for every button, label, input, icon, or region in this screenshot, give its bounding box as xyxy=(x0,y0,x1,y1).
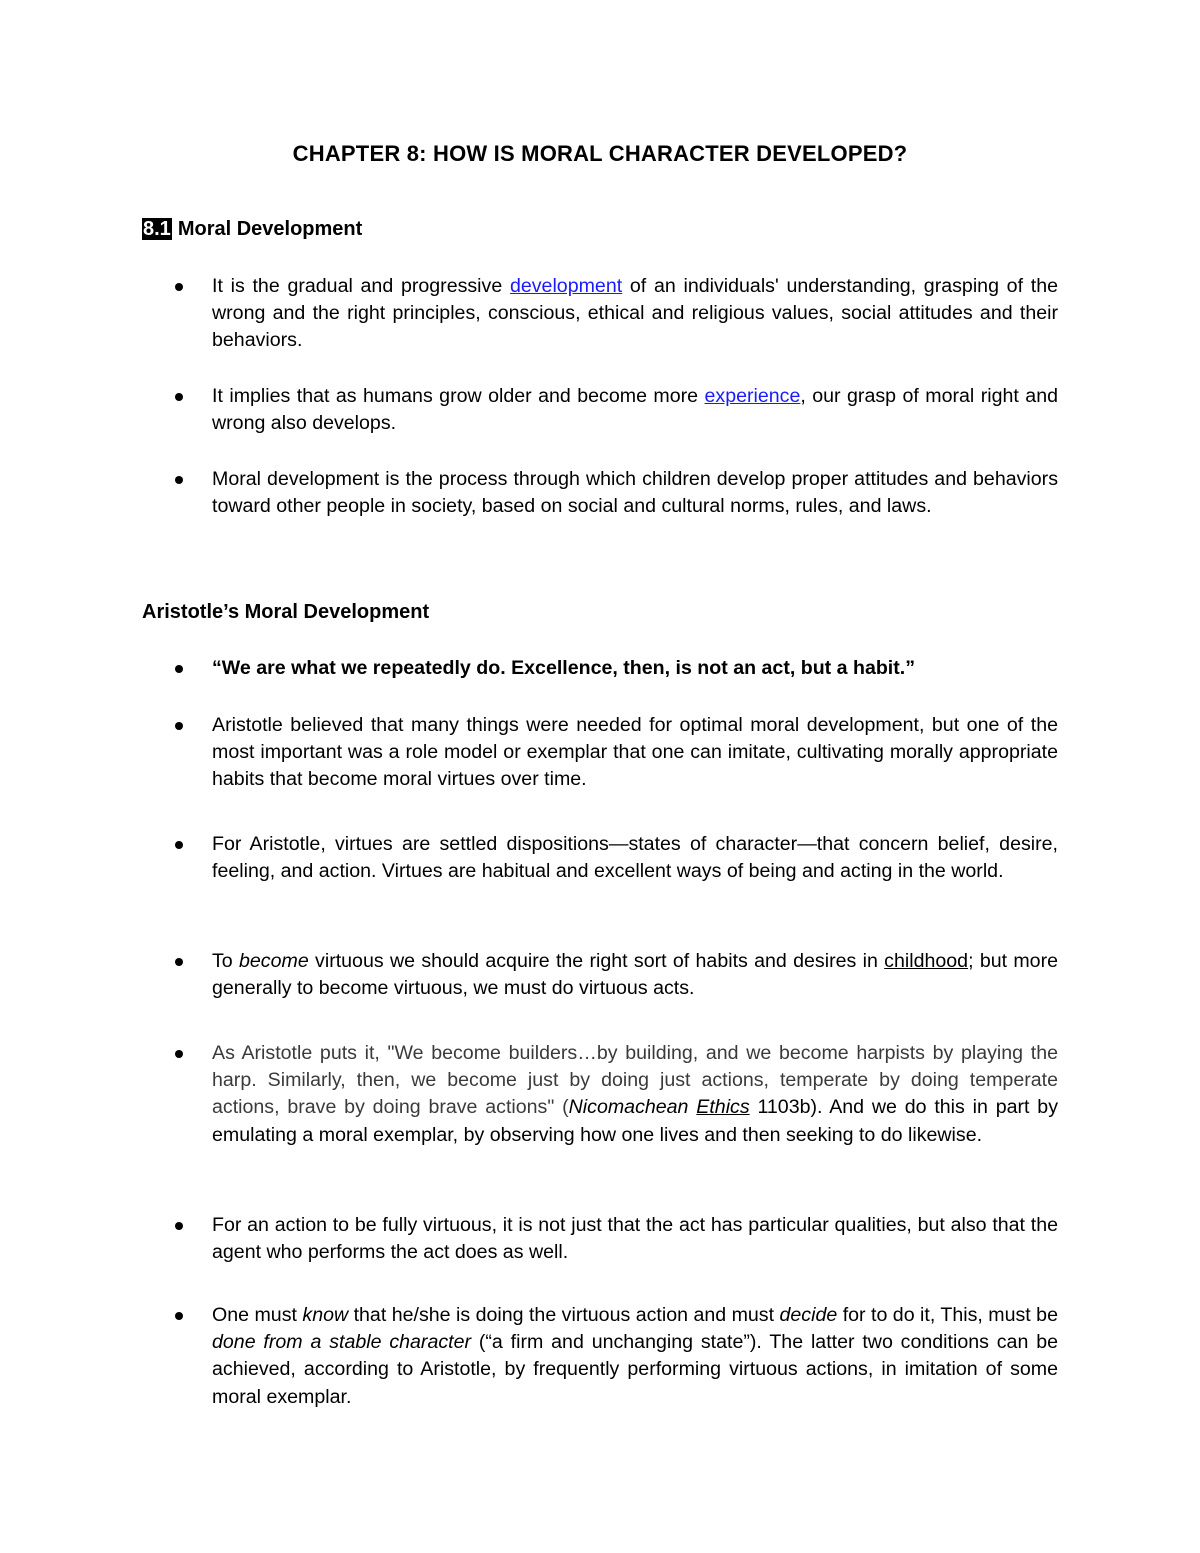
section-number: 8.1 xyxy=(143,218,171,240)
list-item xyxy=(212,712,1058,794)
bullet-icon xyxy=(175,1222,183,1230)
emphasis-text: decide xyxy=(779,1304,838,1326)
list-item-text: for to do it, This, must be xyxy=(837,1304,1058,1326)
emphasis-text: Nicomachean xyxy=(568,1096,697,1119)
list-item-quote xyxy=(212,655,1058,682)
quote-text: “We are what we repeatedly do. Excellence, then, is not an act, but a habit.” xyxy=(212,657,916,679)
bullet-icon xyxy=(175,393,183,401)
bullet-icon xyxy=(175,1050,183,1058)
emphasis-text: know xyxy=(302,1304,349,1326)
list-item xyxy=(212,273,1058,355)
list-item-text: ; but more generally to become virtuous, we must do virtuous acts. xyxy=(212,950,1059,1000)
list-item-text: Moral development is the process through which children develop proper attitudes and behaviors toward other people in society, based on social and cultural norms, rules, and laws. xyxy=(212,468,1058,518)
section-heading-moral-development xyxy=(142,218,362,241)
emphasis-underlined-text: Ethics xyxy=(696,1096,750,1119)
bullet-icon xyxy=(175,722,183,730)
list-item-text: Aristotle believed that many things were needed for optimal moral development, but one of the most important was a role model or exemplar that one can imitate, cultivating morally appropriate habits that become moral virtues over time. xyxy=(212,714,1058,791)
list-item xyxy=(212,948,1058,1002)
list-item-text: As Aristotle puts it, "We become builders…by building, and we become harpists by playing the harp. Similarly, then, we become just by doing just actions, temperate by doing temperate actions, brave by doing brave actions" ( xyxy=(212,1042,1058,1119)
section-heading-text: Moral Development xyxy=(177,218,363,240)
list-item xyxy=(212,1040,1058,1149)
bullet-icon xyxy=(175,476,183,484)
emphasis-text: become xyxy=(239,950,309,972)
emphasis-text: done from a stable character xyxy=(212,1331,472,1354)
list-item xyxy=(212,466,1058,520)
list-item-text: of an individuals' understanding, grasping of the wrong and the right principles, conscious, ethical and religious values, social attitudes and their behaviors. xyxy=(212,275,1058,352)
section-heading-aristotle: Aristotle’s Moral Development xyxy=(142,601,430,623)
list-item-text: One must xyxy=(212,1304,303,1326)
list-item-text: that he/she is doing the virtuous action and must xyxy=(348,1304,780,1326)
list-item xyxy=(212,383,1058,437)
development-link[interactable]: development xyxy=(509,275,623,297)
bullet-icon xyxy=(175,665,183,673)
list-item-text: (“a firm and unchanging state”). The latter two conditions can be achieved, according to Aristotle, by frequently performing virtuous actions, in imitation of some moral exemplar. xyxy=(212,1331,1058,1408)
list-item-text: 1103b). And we do this in part by emulating a moral exemplar, by observing how one lives and then seeking to do likewise. xyxy=(212,1096,1058,1146)
list-item xyxy=(212,1302,1058,1411)
list-item xyxy=(212,831,1058,885)
underlined-text: childhood xyxy=(884,950,969,972)
list-item-text: To xyxy=(212,950,240,972)
list-item-text: For Aristotle, virtues are settled dispositions—states of character—that concern belief, desire, feeling, and action. Virtues are habitual and excellent ways of being and acting in the world. xyxy=(212,833,1058,883)
list-item-text: It implies that as humans grow older and become more xyxy=(212,385,705,407)
list-item-text: For an action to be fully virtuous, it is not just that the act has particular qualities, but also that the agent who performs the act does as well. xyxy=(212,1214,1058,1264)
list-item-text: virtuous we should acquire the right sort of habits and desires in xyxy=(308,950,885,972)
experience-link[interactable]: experience xyxy=(704,385,801,407)
list-item-text: , our grasp of moral right and wrong also develops. xyxy=(212,385,1058,435)
bullet-icon xyxy=(175,841,183,849)
list-item-text: It is the gradual and progressive xyxy=(212,275,510,297)
list-item xyxy=(212,1212,1058,1266)
bullet-icon xyxy=(175,283,183,291)
chapter-title: CHAPTER 8: HOW IS MORAL CHARACTER DEVELOPED? xyxy=(292,141,908,166)
bullet-icon xyxy=(175,958,183,966)
bullet-icon xyxy=(175,1312,183,1320)
